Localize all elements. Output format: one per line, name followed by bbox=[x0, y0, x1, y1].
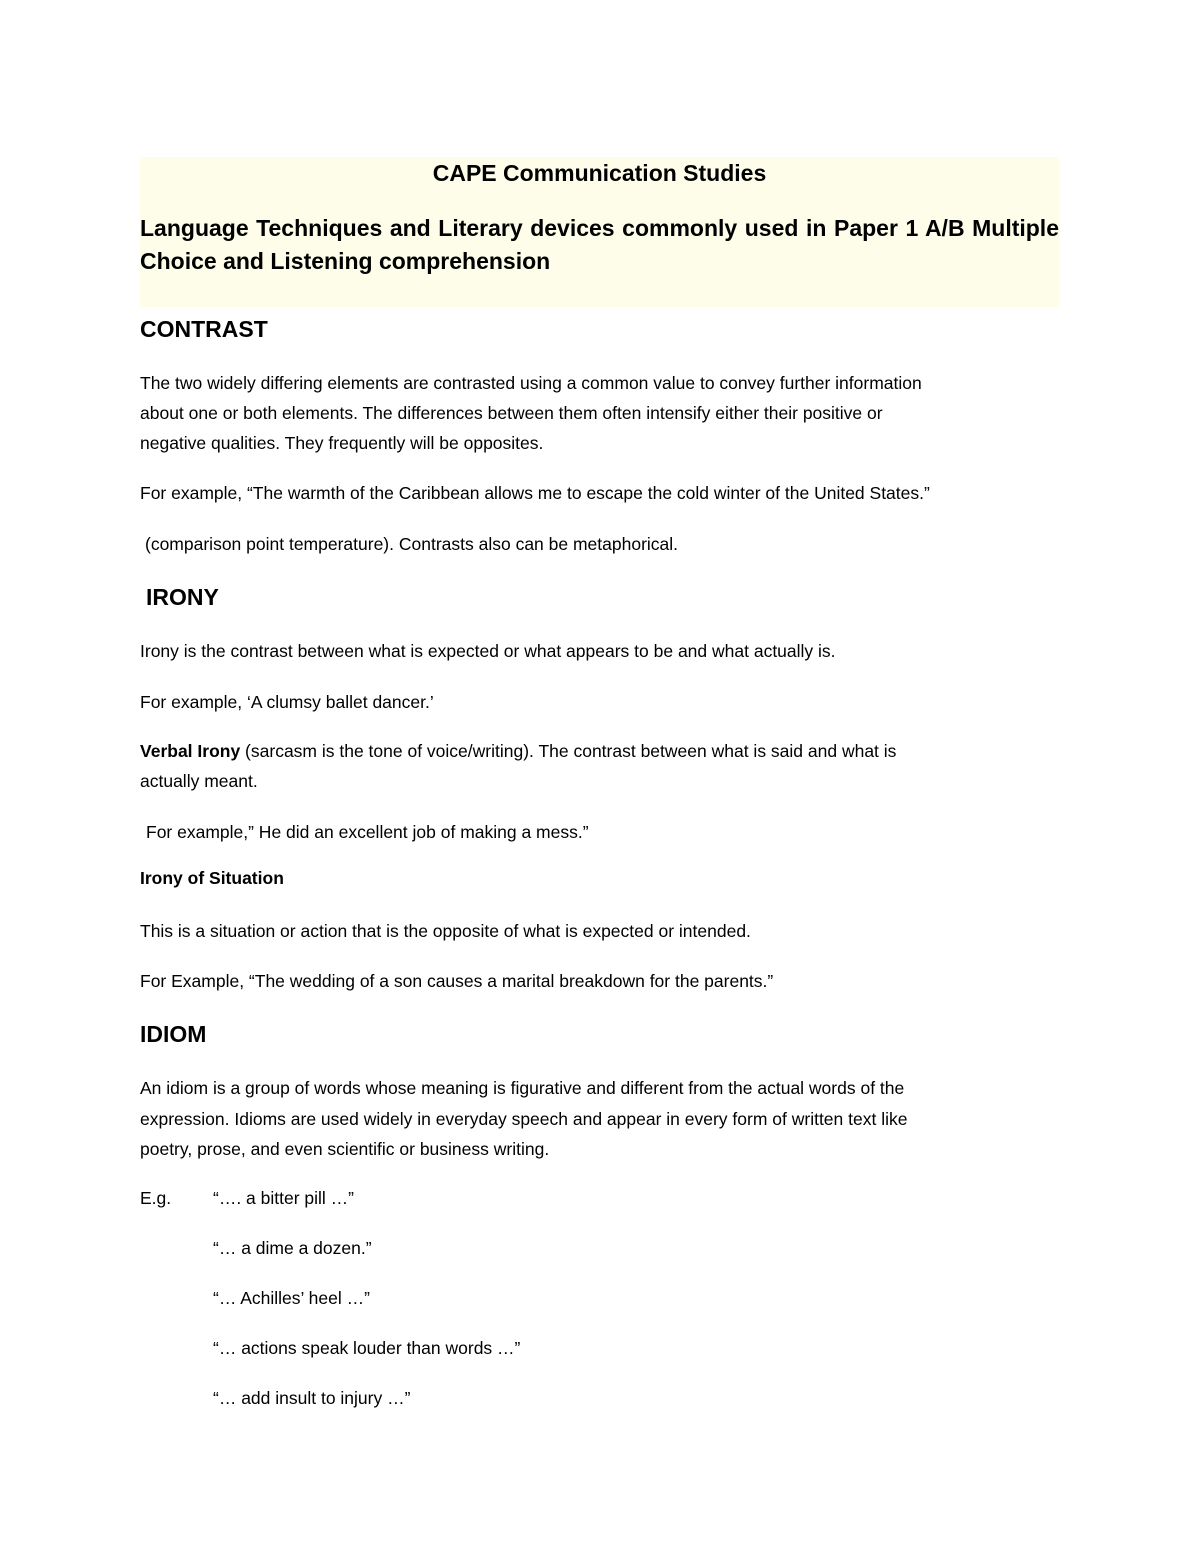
verbal-irony-line-2: actually meant. bbox=[140, 771, 258, 791]
idiom-line-2: expression. Idioms are used widely in everyday speech and appear in every form of written text like bbox=[140, 1109, 908, 1129]
idiom-example-item: “… Achilles’ heel …” bbox=[213, 1288, 370, 1308]
idiom-example-item: “…. a bitter pill …” bbox=[213, 1188, 354, 1208]
idiom-example-item: “… add insult to injury …” bbox=[213, 1388, 411, 1408]
contrast-line-3: negative qualities. They frequently will be opposites. bbox=[140, 433, 544, 453]
verbal-irony-label: Verbal Irony bbox=[140, 741, 241, 761]
idiom-example-item: “… actions speak louder than words …” bbox=[213, 1338, 521, 1358]
irony-of-situation-example: For Example, “The wedding of a son causes a marital breakdown for the parents.” bbox=[140, 971, 774, 991]
irony-of-situation-heading: Irony of Situation bbox=[140, 868, 284, 888]
irony-definition: Irony is the contrast between what is expected or what appears to be and what actually is. bbox=[140, 641, 836, 661]
idiom-line-1: An idiom is a group of words whose meaning is figurative and different from the actual words of the bbox=[140, 1078, 905, 1098]
heading-contrast: CONTRAST bbox=[140, 316, 268, 342]
heading-irony: IRONY bbox=[146, 584, 219, 610]
idiom-line-3: poetry, prose, and even scientific or business writing. bbox=[140, 1139, 550, 1159]
contrast-line-2: about one or both elements. The differences between them often intensify either their positive or bbox=[140, 403, 883, 423]
idiom-eg-label: E.g. bbox=[140, 1188, 172, 1208]
verbal-irony-text: (sarcasm is the tone of voice/writing). The contrast between what is said and what is bbox=[240, 741, 897, 761]
verbal-irony-example: For example,” He did an excellent job of making a mess.” bbox=[146, 822, 589, 842]
document-subtitle: Language Techniques and Literary devices commonly used in Paper 1 A/B Multiple Choice and Listening comprehension bbox=[140, 215, 1059, 274]
contrast-example: For example, “The warmth of the Caribbean allows me to escape the cold winter of the United States.” bbox=[140, 483, 930, 503]
heading-idiom: IDIOM bbox=[140, 1021, 207, 1047]
irony-of-situation-text: This is a situation or action that is the opposite of what is expected or intended. bbox=[140, 921, 751, 941]
contrast-note: (comparison point temperature). Contrasts also can be metaphorical. bbox=[145, 534, 679, 554]
document-title: CAPE Communication Studies bbox=[432, 160, 767, 186]
irony-example: For example, ‘A clumsy ballet dancer.’ bbox=[140, 692, 434, 712]
verbal-irony-line-1 bbox=[140, 736, 1059, 767]
contrast-line-1: The two widely differing elements are contrasted using a common value to convey further information bbox=[140, 373, 922, 393]
idiom-example-item: “… a dime a dozen.” bbox=[213, 1238, 372, 1258]
